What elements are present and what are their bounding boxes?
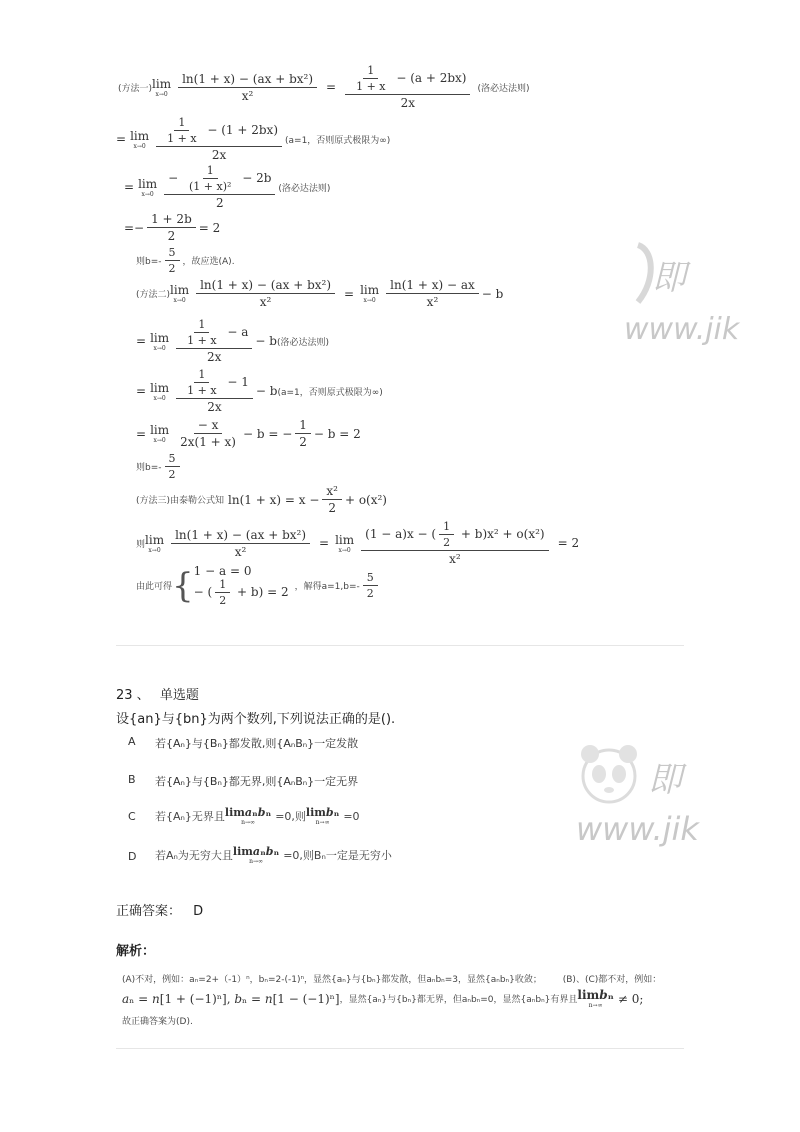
math-line: (方法一) lim x→0 $\frac{\text{ln(1 + x) − (ax + bx²)}}{\text{x²}}$ = $\frac{1}{1 + x}$ − (a + 2bx) 2x (洛必达法则) — [118, 64, 530, 110]
question-header: 23 、 单选题 — [116, 688, 199, 703]
math-line: =− $\frac{1 + 2b}{2}$ = 2 — [124, 212, 221, 243]
math-line: 由此可得 { 1 − a = 0 − ( $\frac{1}{2}$ + b) = 2 ，解得a=1,b=- $\frac{5}{2}$ — [136, 564, 381, 607]
math-line: = lim x→0 $\frac{- x}{2x(1 + x)}$ − b = − $\frac{1}{2}$ − b = 2 — [136, 418, 361, 449]
analysis-line: 故正确答案为(D). — [122, 1017, 193, 1027]
math-line: 则b=- $\frac{5}{2}$ ，故应选(A). — [136, 246, 235, 275]
math-line: = lim x→0 − $\frac{1}{\text{(1 + x)²}}$ − 2b 2 (洛必达法则) — [124, 164, 331, 210]
math-line: 则 lim x→0 $\frac{\text{ln(1 + x) − (ax + bx²)}}{\text{x²}}$ = lim x→0 (1 − a)x − ( $\frac{1}{2}$ + b)x² + o(x²) x² = 2 — [136, 520, 580, 566]
math-line: = lim x→0 $\frac{1}{1 + x}$ − a 2x − b (洛必达法则) — [136, 318, 329, 364]
math-line: = lim x→0 $\frac{1}{1 + x}$ − (1 + 2bx) 2x (a=1，否则原式极限为∞) — [116, 116, 391, 162]
section-divider — [116, 645, 684, 646]
analysis-line: (A)不对，例如：aₙ=2+（-1）ⁿ，bₙ=2-(-1)ⁿ，显然{aₙ}与{bₙ}都发散，但aₙbₙ=3，显然{aₙbₙ}收敛； (B)、(C)都不对，例如： — [122, 975, 662, 985]
question-stem: 设{an}与{bn}为两个数列,下列说法正确的是(). — [116, 712, 396, 727]
math-line: = lim x→0 $\frac{1}{1 + x}$ − 1 2x − b (a=1，否则原式极限为∞) — [136, 368, 383, 414]
math-line: (方法三)由泰勒公式知 ln(1 + x) = x − $\frac{\text{x²}}{2}$ + o(x²) — [136, 484, 387, 515]
analysis-label: 解析： — [116, 944, 156, 959]
correct-answer: 正确答案： D — [116, 904, 204, 919]
analysis-line: aₙ = n[1 + (−1)ⁿ], bₙ = n[1 − (−1)ⁿ] ，显然{aₙ}与{bₙ}都无界，但aₙbₙ=0，显然{aₙbₙ}有界且 limbₙ n→∞ ≠ 0; — [122, 988, 644, 1009]
section-divider — [116, 1048, 684, 1049]
math-line: 则b=- $\frac{5}{2}$ — [136, 452, 183, 481]
math-line: (方法二) lim x→0 $\frac{\text{ln(1 + x) − (ax + bx²)}}{\text{x²}}$ = lim x→0 $\frac{\ln(1 + x) - ax}{\text{x²}}$ − b — [136, 278, 504, 309]
panda-watermark-icon — [572, 740, 646, 806]
